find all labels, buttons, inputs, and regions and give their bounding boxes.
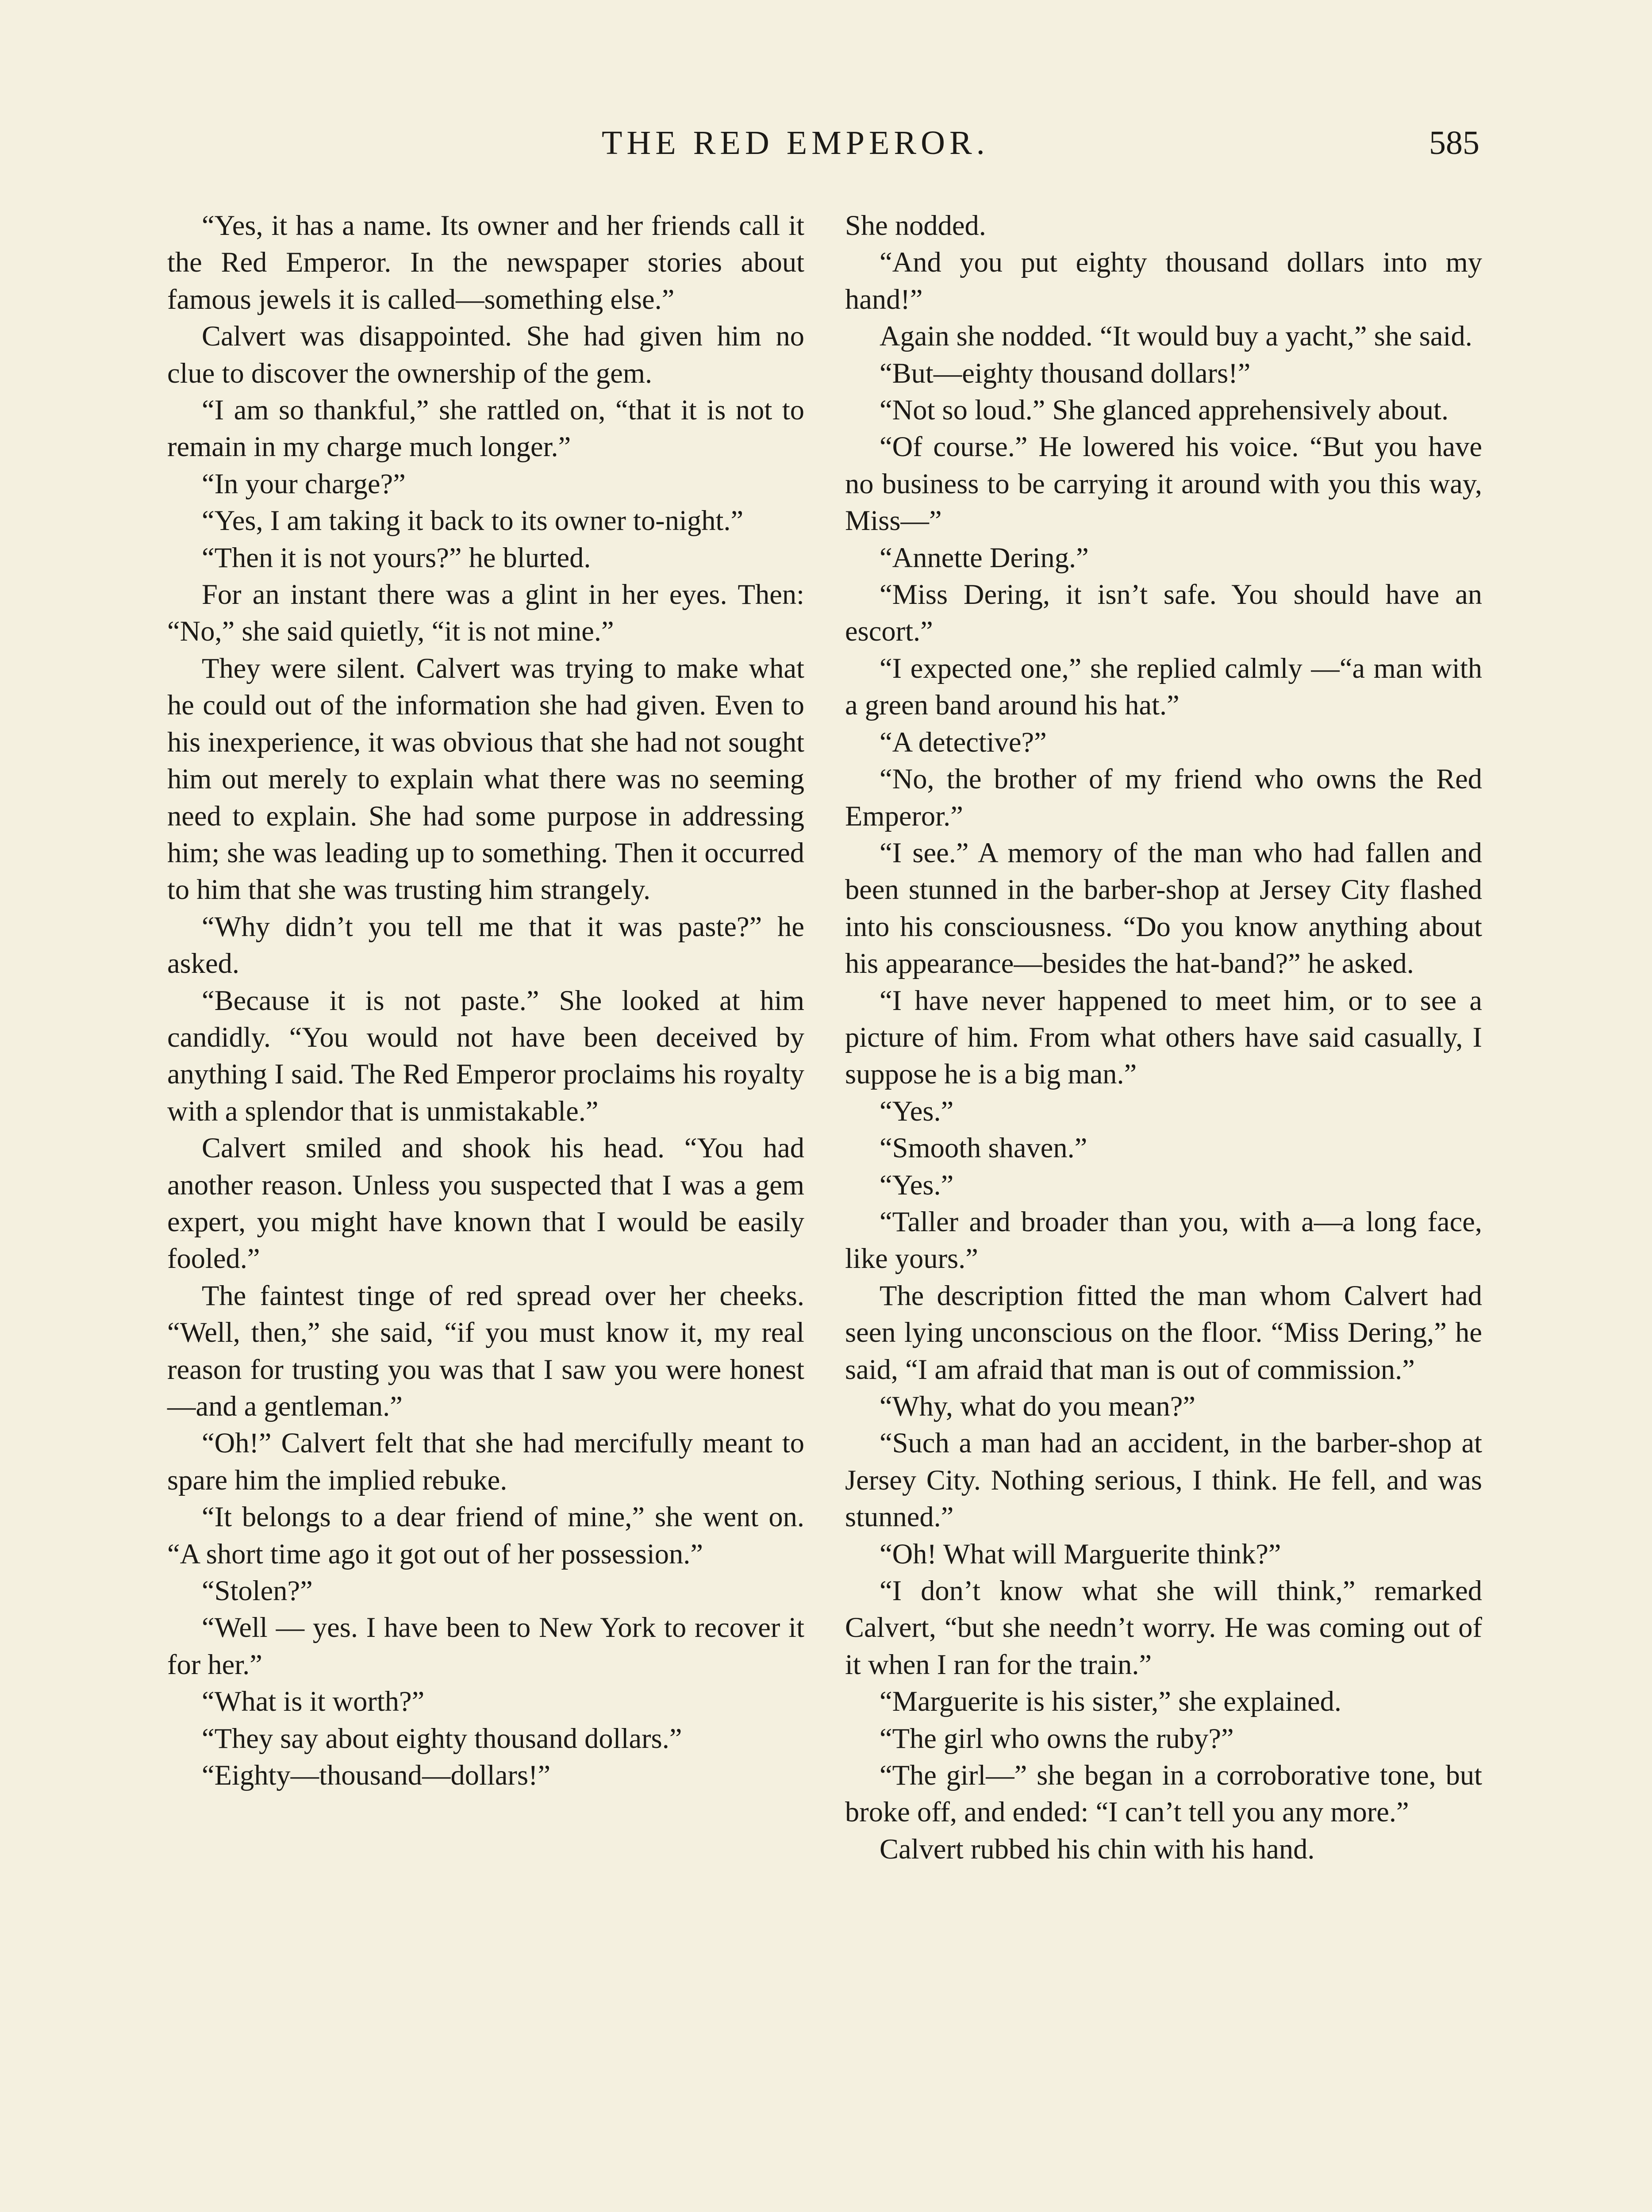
- paragraph: “Then it is not yours?” he blurted.: [202, 541, 591, 573]
- paragraph: “I am so thankful,” she rattled on, “that it is not to remain in my charge much longer.”: [167, 394, 804, 463]
- paragraph: “Smooth shaven.”: [880, 1132, 1087, 1164]
- paragraph: “Oh!” Calvert felt that she had mercifully meant to spare him the implied rebuke.: [167, 1427, 804, 1496]
- paragraph: “It belongs to a dear friend of mine,” she went on. “A short time ago it got out of her possession.”: [167, 1501, 804, 1570]
- paragraph: “Not so loud.” She glanced apprehensively about.: [880, 394, 1449, 426]
- paragraph: “I expected one,” she replied calmly —“a man with a green band around his hat.”: [845, 652, 1482, 721]
- left-column: [167, 207, 804, 1793]
- paragraph: “Eighty—thousand—dollars!”: [202, 1759, 551, 1791]
- paragraph: “Of course.” He lowered his voice. “But you have no business to be carrying it around with you this way, Miss—”: [845, 431, 1482, 537]
- paragraph: The description fitted the man whom Calvert had seen lying unconscious on the floor. “Miss Dering,” he said, “I am afraid that man is out of commission.”: [845, 1279, 1482, 1385]
- paragraph: “Annette Dering.”: [880, 541, 1089, 573]
- paragraph: “Yes, I am taking it back to its owner to-night.”: [202, 505, 744, 537]
- paragraph: “And you put eighty thousand dollars into my hand!”: [845, 246, 1482, 315]
- paragraph: “Why, what do you mean?”: [880, 1390, 1196, 1422]
- paragraph: Calvert smiled and shook his head. “You had another reason. Unless you suspected that I was a gem expert, you might have known that I would be easily fooled.”: [167, 1132, 804, 1275]
- paragraph: “Why didn’t you tell me that it was paste?” he asked.: [167, 910, 804, 979]
- right-column: [845, 207, 1482, 1867]
- running-head: THE RED EMPEROR.: [602, 124, 989, 161]
- paragraph: “Marguerite is his sister,” she explained.: [880, 1686, 1342, 1717]
- paragraph: “They say about eighty thousand dollars.”: [202, 1722, 682, 1754]
- paragraph: “The girl who owns the ruby?”: [880, 1722, 1234, 1754]
- paragraph: “I see.” A memory of the man who had fallen and been stunned in the barber-shop at Jersey City flashed into his consciousness. “Do you know anything about his appearance—besides the hat-band?” he asked.: [845, 837, 1482, 979]
- paragraph: “In your charge?”: [202, 468, 406, 499]
- paragraph: The faintest tinge of red spread over her cheeks. “Well, then,” she said, “if you must know it, my real reason for trusting you was that I saw you were honest—and a gentleman.”: [167, 1279, 804, 1422]
- paragraph: “The girl—” she began in a corroborative tone, but broke off, and ended: “I can’t tell you any more.”: [845, 1759, 1482, 1828]
- paragraph: Again she nodded. “It would buy a yacht,” she said.: [880, 320, 1472, 352]
- paragraph: “Yes.”: [880, 1169, 954, 1201]
- paragraph: Calvert was disappointed. She had given him no clue to discover the ownership of the gem.: [167, 320, 804, 389]
- paragraph: “Oh! What will Marguerite think?”: [880, 1538, 1281, 1570]
- paragraph: “No, the brother of my friend who owns the Red Emperor.”: [845, 763, 1482, 832]
- paragraph: “What is it worth?”: [202, 1686, 425, 1717]
- paragraph: They were silent. Calvert was trying to make what he could out of the information she had given. Even to his inexperience, it was obvious that she had not sought him out merely to explain what there was no seeming need to explain. She had some purpose in addressing him; she was leading up to something. Then it occurred to him that she was trusting him strangely.: [167, 652, 804, 906]
- paragraph: “A detective?”: [880, 726, 1047, 758]
- paragraph: “Stolen?”: [202, 1575, 313, 1607]
- paragraph: She nodded.: [845, 210, 986, 241]
- paragraph: “I have never happened to meet him, or to see a picture of him. From what others have said casually, I suppose he is a big man.”: [845, 984, 1482, 1090]
- paragraph: “Because it is not paste.” She looked at him candidly. “You would not have been deceived by anything I said. The Red Emperor proclaims his royalty with a splendor that is unmistakable.”: [167, 984, 804, 1127]
- paragraph: “Miss Dering, it isn’t safe. You should have an escort.”: [845, 579, 1482, 647]
- paragraph: “Taller and broader than you, with a—a long face, like yours.”: [845, 1206, 1482, 1275]
- paragraph: “I don’t know what she will think,” remarked Calvert, “but she needn’t worry. He was coming out of it when I ran for the train.”: [845, 1575, 1482, 1680]
- page-number: 585: [1429, 124, 1479, 161]
- paragraph: “But—eighty thousand dollars!”: [880, 357, 1251, 389]
- paragraph: Calvert rubbed his chin with his hand.: [880, 1833, 1315, 1865]
- paragraph: “Well — yes. I have been to New York to recover it for her.”: [167, 1612, 804, 1680]
- paragraph: “Such a man had an accident, in the barber-shop at Jersey City. Nothing serious, I think. He fell, and was stunned.”: [845, 1427, 1482, 1533]
- paragraph: “Yes.”: [880, 1095, 954, 1127]
- paragraph: “Yes, it has a name. Its owner and her friends call it the Red Emperor. In the newspaper stories about famous jewels it is called—something else.”: [167, 210, 804, 315]
- paragraph: For an instant there was a glint in her eyes. Then: “No,” she said quietly, “it is not mine.”: [167, 579, 804, 647]
